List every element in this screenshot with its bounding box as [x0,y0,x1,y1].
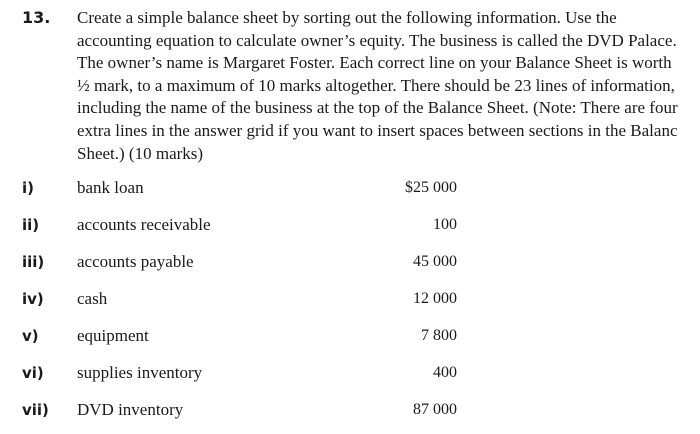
question-line: The owner’s name is Margaret Foster. Each correct line on your Balance Sheet is worth [77,53,672,73]
item-label: accounts receivable [77,215,211,234]
question-line: extra lines in the answer grid if you want to insert spaces between sections in the Balanc [77,120,678,140]
item-label: supplies inventory [77,363,203,382]
question-block [0,0,700,180]
question-line: Sheet.) (10 marks) [77,143,204,163]
item-number: v) [22,327,39,345]
question-number: 13. [22,8,51,27]
item-amount: 400 [433,364,457,381]
item-label: cash [77,289,108,308]
item-label: DVD inventory [77,400,184,419]
question-line: Create a simple balance sheet by sorting out the following information. Use the [77,8,617,27]
item-amount: $25 000 [405,179,457,196]
question-text [77,7,700,165]
item-label: equipment [77,326,149,345]
question-line: accounting equation to calculate owner’s equity. The business is called the DVD Palace. [77,30,677,50]
list-item [0,244,700,281]
list-item [0,281,700,318]
list-item [0,207,700,244]
item-label: bank loan [77,178,144,197]
list-item [0,392,700,429]
item-amount: 100 [433,216,457,233]
item-amount: 87 000 [413,401,457,418]
item-label: accounts payable [77,252,194,271]
item-amount: 7 800 [421,327,457,344]
item-amount: 12 000 [413,290,457,307]
question-line: including the name of the business at the top of the Balance Sheet. (Note: There are four [77,98,678,118]
item-number: iii) [22,253,45,271]
item-number: vi) [22,364,44,382]
question-line: ½ mark, to a maximum of 10 marks altogether. There should be 23 lines of information, [77,75,675,95]
item-number: iv) [22,290,44,308]
item-number: i) [22,179,34,197]
list-item [0,355,700,392]
item-number: vii) [22,401,49,419]
list-item [0,170,700,207]
item-number: ii) [22,216,40,234]
item-amount: 45 000 [413,253,457,270]
list-item [0,318,700,355]
